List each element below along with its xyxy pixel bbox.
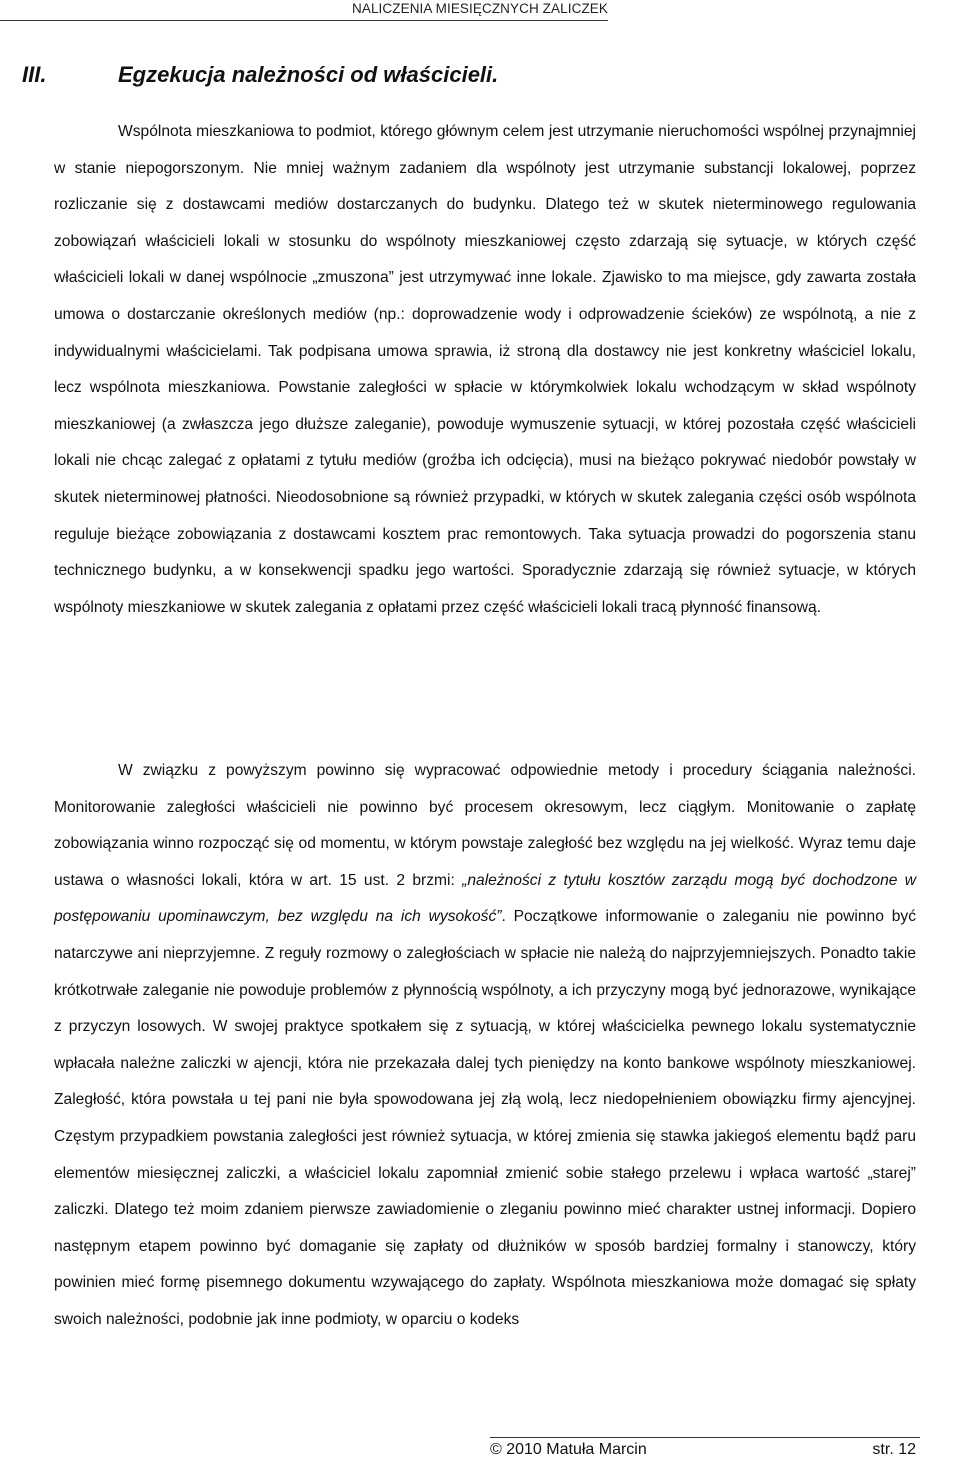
header-rule (0, 20, 608, 21)
paragraph-2-text-start: W związku z powyższym powinno się wypracować odpowiednie metody i procedury ściągania należności. Monitorowanie zaległości właścicieli nie powinno być procesem okresowym, lecz ciągłym. Monitowanie o zapłatę zobowiązania winno rozpocząć się od momentu, w którym powstaje zaległość bez względu na jej wielkość. Wyraz temu daje ustawa o własności lokali, która w art. 15 ust. 2 brzmi: (54, 762, 916, 889)
footer-copyright: © 2010 Matuła Marcin (490, 1441, 647, 1458)
paragraph-1: Wspólnota mieszkaniowa to podmiot, którego głównym celem jest utrzymanie nieruchomości wspólnej przynajmniej w stanie niepogorszonym. Nie mniej ważnym zadaniem dla wspólnoty jest utrzymanie substancji lokalowej, poprzez rozliczanie się z dostawcami mediów dostarczanych do budynku. Dlatego też w skutek nieterminowego regulowania zobowiązań właścicieli lokali w stosunku do wspólnoty mieszkaniowej często zdarzają się sytuacje, w których część właścicieli lokali w danej wspólnocie „zmuszona” jest utrzymywać inne lokale. Zjawisko to ma miejsce, gdy zawarta została umowa o dostarczanie określonych mediów (np.: doprowadzenie wody i odprowadzenie ścieków) ze wspólnotą, a nie z indywidualnymi właścicielami. Tak podpisana umowa sprawia, iż stroną dla dostawcy nie jest konkretny właściciel lokalu, lecz wspólnota mieszkaniowa. Powstanie zaległości w spłacie w którymkolwiek lokalu wchodzącym w skład wspólnoty mieszkaniowej (a zwłaszcza jego dłuższe zaleganie), powoduje wymuszenie sytuacji, w której pozostała część właścicieli lokali nie chcąc zalegać z opłatami z tytułu mediów (groźba ich odcięcia), musi na bieżąco pokrywać niedobór powstały w skutek nieterminowej płatności. Nieodosobnione są również przypadki, w których w skutek zalegania części osób wspólnota reguluje bieżące zobowiązania z dostawcami kosztem prac remontowych. Taka sytuacja prowadzi do pogorszenia stanu technicznego budynku, a w konsekwencji spadku jego wartości. Sporadycznie zdarzają się również sytuacje, w których wspólnoty mieszkaniowe w skutek zalegania z opłatami przez część właścicieli lokali tracą płynność finansową. (54, 123, 916, 616)
footer-rule (490, 1437, 920, 1438)
section-title: Egzekucja należności od właścicieli. (118, 62, 499, 87)
paragraph-2 (54, 753, 916, 1339)
page-header (0, 0, 608, 22)
statute-quote: „należności z tytułu kosztów zarządu mogą być dochodzone w postępowaniu upominawczym, bez względu na ich wysokość” (54, 871, 916, 926)
section-number: III. (22, 62, 47, 87)
footer-page-number: str. 12 (872, 1441, 916, 1458)
paragraph-2-text-end: . Początkowe informowanie o zaleganiu nie powinno być natarczywe ani nieprzyjemne. Z reguły rozmowy o zaległościach w spłacie nie należą do najprzyjemniejszych. Ponadto takie krótkotrwałe zaleganie nie powoduje problemów z płynnością wspólnoty, a ich przyczyny mogą być jednorazowe, wynikające z przyczyn losowych. W swojej praktyce spotkałem się z sytuacją, w której właścicielka pewnego lokalu systematycznie wpłacała należne zaliczki w ajencji, która nie przekazała dalej tych pieniędzy na konto bankowe wspólnoty mieszkaniowej. Zaległość, która powstała u tej pani nie była spowodowana jej złą wolą, lecz niedopełnieniem obowiązku firmy ajencyjnej. Częstym przypadkiem powstania zaległości jest również sytuacja, w której zmienia się stawka jakiegoś elementu bądź paru elementów miesięcznej zaliczki, a właściciel lokalu zapomniał zmienić sobie stałego przelewu i wpłaca wartość „starej” zaliczki. Dlatego też moim zdaniem pierwsze zawiadomienie o zleganiu powinno mieć charakter ustnej informacji. Dopiero następnym etapem powinno być domaganie się zapłaty od dłużników w sposób bardziej formalny i stanowczy, który powinien mieć formę pisemnego dokumentu wzywającego do zapłaty. Wspólnota mieszkaniowa może domagać się spłaty swoich należności, podobnie jak inne podmioty, w oparciu o kodeks (54, 908, 917, 1328)
header-title: NALICZENIA MIESIĘCZNYCH ZALICZEK (352, 1, 608, 16)
